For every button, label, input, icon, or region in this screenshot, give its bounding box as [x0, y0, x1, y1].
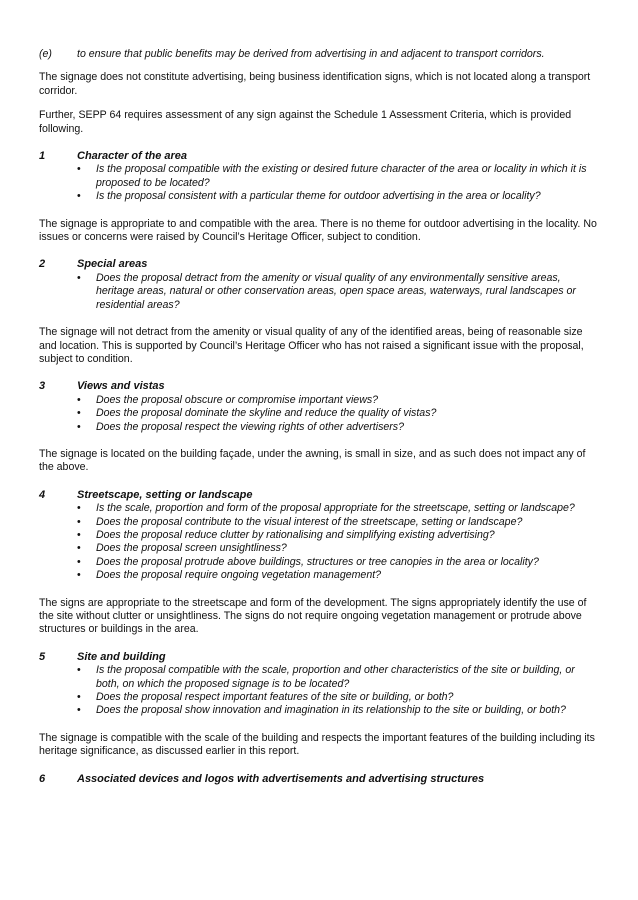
section-heading — [39, 489, 599, 502]
section-title: Character of the area — [77, 150, 188, 163]
section-response: The signage is appropriate to and compatible with the area. There is no theme for outdoor advertising in the locality. No issues or concerns were raised by Council’s Heritage Officer, subject to condition. — [39, 217, 597, 244]
section-heading — [39, 258, 599, 271]
criteria-list — [39, 502, 599, 582]
section-title: Special areas — [77, 258, 148, 271]
section-number: 2 — [39, 258, 46, 271]
section-heading — [39, 773, 599, 786]
section-number: 6 — [39, 772, 46, 785]
section-number: 1 — [39, 150, 46, 163]
criterion-item: • Does the proposal respect the viewing rights of other advertisers? — [96, 421, 599, 434]
section-number: 5 — [39, 650, 46, 663]
section-response: The signage is compatible with the scale of the building and respects the important features of the building including its heritage significance, as discussed earlier in this report. — [39, 731, 595, 758]
section-response: The signage is located on the building façade, under the awning, is small in size, and as such does not impact any of the above. — [39, 447, 586, 474]
section-heading — [39, 150, 599, 163]
criterion-item: • Does the proposal obscure or compromise important views? — [96, 394, 599, 407]
section-number: 4 — [39, 488, 46, 501]
criteria-list — [39, 163, 599, 203]
criterion-item: • Does the proposal require ongoing vegetation management? — [96, 569, 599, 582]
section-title: Site and building — [77, 650, 166, 663]
section-number: 3 — [39, 380, 46, 393]
paragraph-not-advertising: The signage does not constitute advertising, being business identification signs, which is not located along a transport corridor. — [39, 71, 591, 97]
criteria-list — [39, 394, 599, 434]
criterion-item: • Is the proposal consistent with a particular theme for outdoor advertising in the area or locality? — [96, 190, 599, 203]
section-title: Streetscape, setting or landscape — [77, 488, 253, 501]
criterion-item: • Does the proposal dominate the skyline and reduce the quality of vistas? — [96, 407, 599, 420]
criterion-item: • Does the proposal contribute to the visual interest of the streetscape, setting or landscape? — [96, 516, 599, 529]
intro-list-item — [39, 48, 599, 61]
criteria-list — [39, 272, 599, 312]
criterion-item: • Is the proposal compatible with the scale, proportion and other characteristics of the site or building, or both, on which the proposed signage is to be located? — [96, 664, 599, 691]
criterion-item: • Does the proposal detract from the amenity or visual quality of any environmentally sensitive areas, heritage areas, natural or other conservation areas, open space areas, waterways, rural landscapes or residential areas? — [96, 272, 599, 312]
section-heading — [39, 380, 599, 393]
section-title: Views and vistas — [77, 380, 165, 393]
criteria-list — [39, 664, 599, 718]
criterion-item: • Does the proposal show innovation and imagination in its relationship to the site or building, or both? — [96, 704, 599, 717]
section-response: The signs are appropriate to the streetscape and form of the development. The signs appropriately identify the use of the site without clutter or unsightliness. The signs do not require ongoing vegetation management or protrude above structures or buildings in the area. — [39, 596, 587, 636]
section-heading — [39, 651, 599, 664]
criterion-item: • Is the proposal compatible with the existing or desired future character of the area or locality in which it is proposed to be located? — [96, 163, 599, 190]
criterion-item: • Does the proposal reduce clutter by rationalising and simplifying existing advertising? — [96, 529, 599, 542]
paragraph-sepp-64: Further, SEPP 64 requires assessment of any sign against the Schedule 1 Assessment Criteria, which is provided following. — [39, 109, 572, 135]
criterion-item: • Does the proposal protrude above buildings, structures or tree canopies in the area or locality? — [96, 556, 599, 569]
criterion-item: • Does the proposal screen unsightliness? — [96, 542, 599, 555]
document-page — [39, 48, 599, 786]
intro-item-number: (e) — [39, 48, 52, 60]
section-title: Associated devices and logos with advertisements and advertising structures — [77, 772, 485, 785]
intro-item-text: to ensure that public benefits may be derived from advertising in and adjacent to transport corridors. — [77, 48, 545, 60]
criterion-item: • Is the scale, proportion and form of the proposal appropriate for the streetscape, setting or landscape? — [96, 502, 599, 515]
section-response: The signage will not detract from the amenity or visual quality of any of the identified areas, being of reasonable size and location. This is supported by Council’s Heritage Officer who has not raised a significant issue with the proposal, subject to condition. — [39, 326, 584, 365]
criterion-item: • Does the proposal respect important features of the site or building, or both? — [96, 691, 599, 704]
